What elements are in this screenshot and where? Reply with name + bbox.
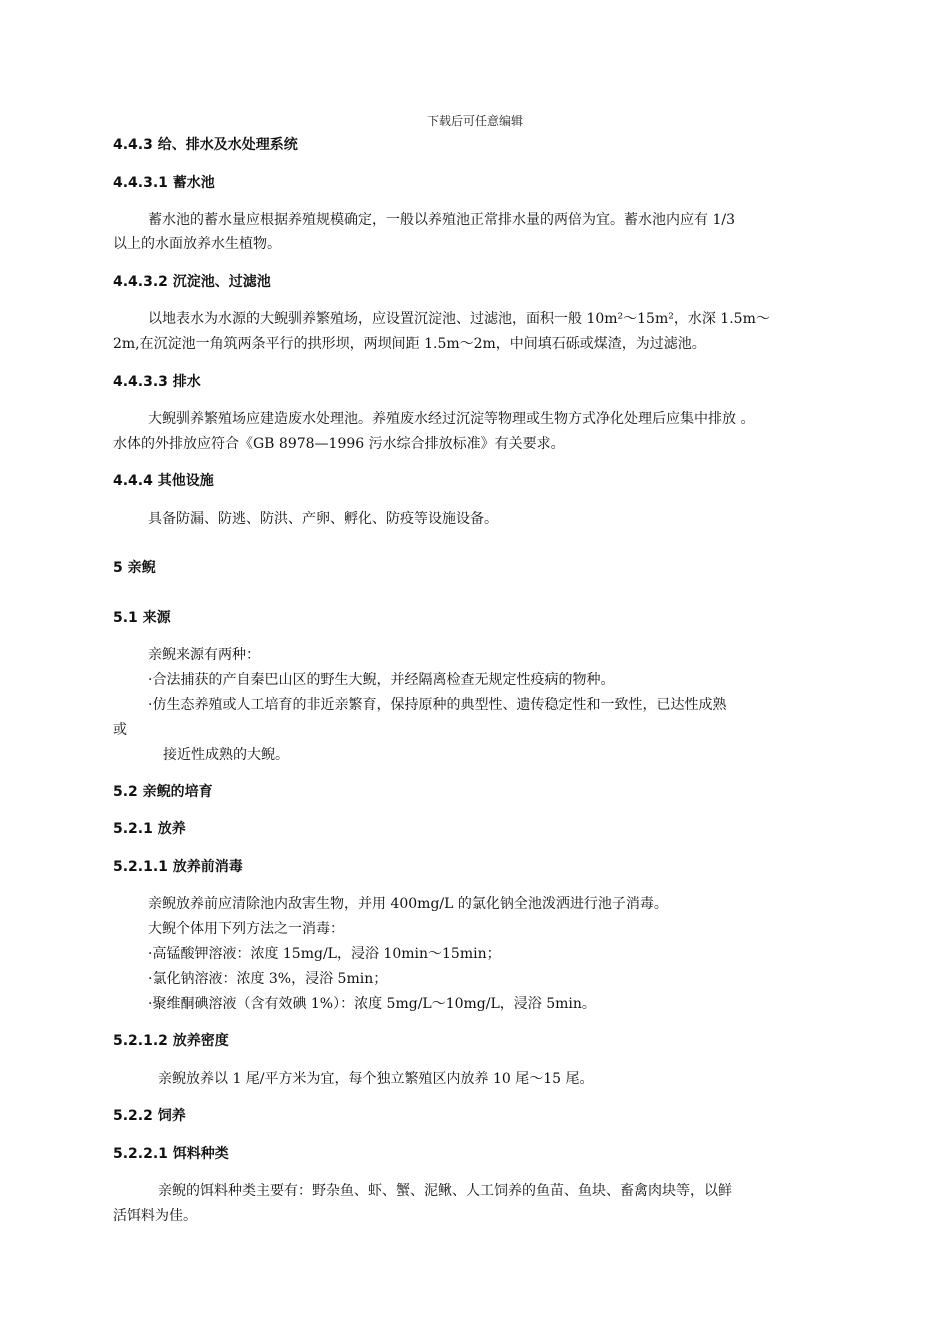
heading-4-4-3-2: 4.4.3.2 沉淀池、过滤池 xyxy=(113,274,271,290)
paragraph-line: 蓄水池的蓄水量应根据养殖规模确定，一般以养殖池正常排水量的两倍为宜。蓄水池内应有 1/3 xyxy=(148,212,735,228)
paragraph-line: 大鲵驯养繁殖场应建造废水处理池。养殖废水经过沉淀等物理或生物方式净化处理后应集中排放 。 xyxy=(148,411,755,427)
heading-5-2-1-2: 5.2.1.2 放养密度 xyxy=(113,1033,229,1049)
heading-4-4-4: 4.4.4 其他设施 xyxy=(113,473,214,489)
heading-5-2-1-1: 5.2.1.1 放养前消毒 xyxy=(113,859,243,875)
list-item: ·仿生态养殖或人工培育的非近亲繁育，保持原种的典型性、遗传稳定性和一致性，已达性成熟 xyxy=(148,697,727,713)
paragraph-line: 亲鲵的饵料种类主要有：野杂鱼、虾、蟹、泥鳅、人工饲养的鱼苗、鱼块、畜禽肉块等，以鲜 xyxy=(158,1183,732,1199)
header-note: 下载后可任意编辑 xyxy=(426,114,523,128)
paragraph-line: 水体的外排放应符合《GB 8978—1996 污水综合排放标准》有关要求。 xyxy=(113,436,565,452)
heading-5-2: 5.2 亲鲵的培育 xyxy=(113,784,213,800)
paragraph-line: 大鲵个体用下列方法之一消毒： xyxy=(148,921,344,937)
heading-5-2-1: 5.2.1 放养 xyxy=(113,821,186,837)
heading-5-2-2: 5.2.2 饲养 xyxy=(113,1108,186,1124)
paragraph-line: 以上的水面放养水生植物。 xyxy=(113,236,281,252)
paragraph-line: 亲鲵放养前应清除池内敌害生物，并用 400mg/L 的氯化钠全池泼洒进行池子消毒。 xyxy=(148,896,668,912)
list-item: ·聚维酮碘溶液（含有效碘 1%）：浓度 5mg/L～10mg/L，浸浴 5min。 xyxy=(148,996,596,1012)
paragraph-line: 以地表水为水源的大鲵驯养繁殖场，应设置沉淀池、过滤池，面积一般 10m²～15m²，水深 1.5m～ xyxy=(148,311,770,327)
list-item: ·氯化钠溶液：浓度 3%，浸浴 5min； xyxy=(148,971,388,987)
paragraph-line: 亲鲵来源有两种： xyxy=(148,647,260,663)
list-item-continuation: 接近性成熟的大鲵。 xyxy=(163,747,289,763)
heading-4-4-3-3: 4.4.3.3 排水 xyxy=(113,374,201,390)
paragraph-line: 具备防漏、防逃、防洪、产卵、孵化、防疫等设施设备。 xyxy=(148,511,498,527)
heading-5: 5 亲鲵 xyxy=(113,560,156,576)
list-item-wrap: 或 xyxy=(113,722,127,738)
heading-4-4-3-1: 4.4.3.1 蓄水池 xyxy=(113,175,215,191)
list-item: ·合法捕获的产自秦巴山区的野生大鲵，并经隔离检查无规定性疫病的物种。 xyxy=(148,672,615,688)
paragraph-line: 亲鲵放养以 1 尾/平方米为宜，每个独立繁殖区内放养 10 尾～15 尾。 xyxy=(158,1071,594,1087)
heading-5-2-2-1: 5.2.2.1 饵料种类 xyxy=(113,1146,229,1162)
paragraph-line: 2m,在沉淀池一角筑两条平行的拱形坝，两坝间距 1.5m～2m，中间填石砾或煤渣，为过滤池。 xyxy=(113,336,706,352)
paragraph-line: 活饵料为佳。 xyxy=(113,1208,197,1224)
list-item: ·高锰酸钾溶液：浓度 15mg/L，浸浴 10min～15min； xyxy=(148,946,501,962)
heading-5-1: 5.1 来源 xyxy=(113,610,171,626)
heading-4-4-3: 4.4.3 给、排水及水处理系统 xyxy=(113,137,298,153)
